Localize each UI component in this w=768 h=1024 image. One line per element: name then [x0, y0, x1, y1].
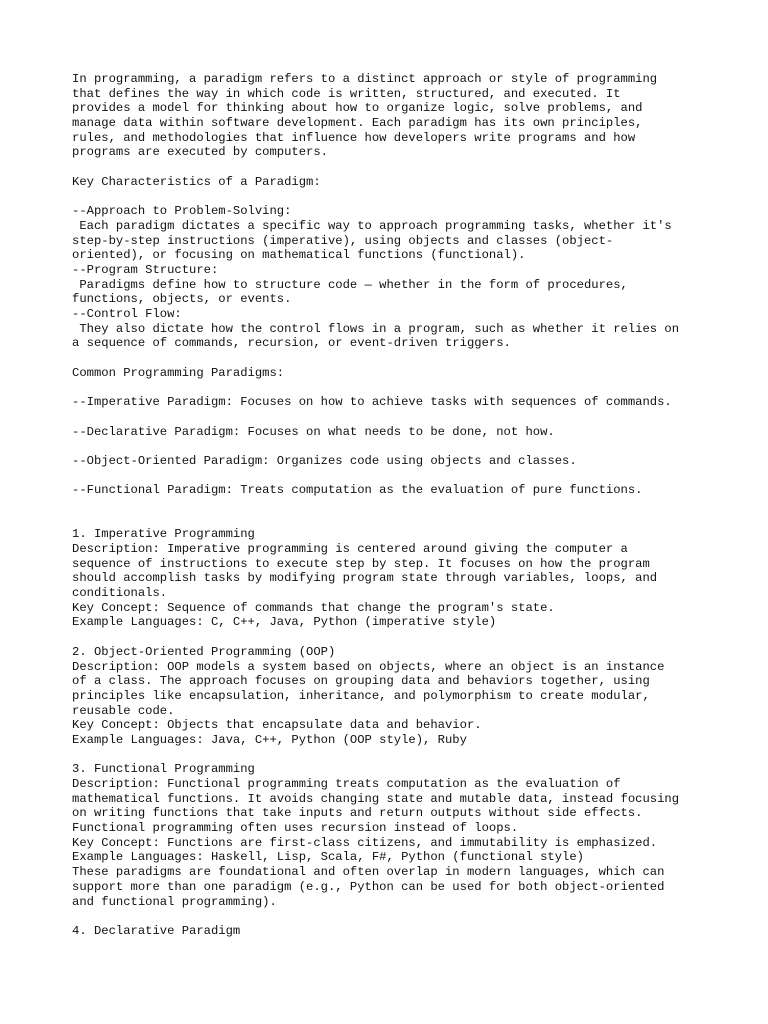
blank-line — [72, 498, 712, 513]
blank-line — [72, 909, 712, 924]
text-line: In programming, a paradigm refers to a distinct approach or style of programming — [72, 72, 658, 86]
blank-line — [72, 160, 712, 175]
document-page — [72, 72, 712, 939]
text-line: Each paradigm dictates a specific way to approach programming tasks, whether it's — [72, 218, 672, 233]
text-line: 4. Declarative Paradigm — [72, 923, 241, 938]
text-line: provides a model for thinking about how to organize logic, solve problems, and — [72, 101, 643, 116]
text-line: Description: OOP models a system based on objects, where an object is an instance — [72, 659, 665, 674]
text-line: --Object-Oriented Paradigm: Organizes code using objects and classes. — [72, 453, 577, 468]
blank-line — [72, 748, 712, 763]
blank-line — [72, 469, 712, 484]
text-line: a sequence of commands, recursion, or event-driven triggers. — [72, 336, 511, 351]
text-line: of a class. The approach focuses on grouping data and behaviors together, using — [72, 674, 650, 689]
text-line: should accomplish tasks by modifying program state through variables, loops, and — [72, 571, 658, 586]
text-line: Example Languages: Java, C++, Python (OOP style), Ruby — [72, 732, 467, 747]
text-line: --Program Structure: — [72, 262, 219, 277]
text-line: Description: Imperative programming is centered around giving the computer a — [72, 542, 628, 556]
text-line: Key Concept: Functions are first-class citizens, and immutability is emphasized. — [72, 835, 658, 850]
text-line: --Declarative Paradigm: Focuses on what needs to be done, not how. — [72, 424, 555, 439]
text-line: reusable code. — [72, 703, 175, 718]
text-line: They also dictate how the control flows in a program, such as whether it relies on — [72, 321, 680, 336]
text-line: Key Concept: Sequence of commands that change the program's state. — [72, 600, 555, 615]
text-line: Key Concept: Objects that encapsulate data and behavior. — [72, 718, 482, 733]
blank-line — [72, 439, 712, 454]
text-line: --Functional Paradigm: Treats computation as the evaluation of pure functions. — [72, 483, 643, 498]
blank-line — [72, 410, 712, 425]
text-line: Example Languages: Haskell, Lisp, Scala, F#, Python (functional style) — [72, 850, 584, 865]
text-line: --Approach to Problem-Solving: — [72, 204, 292, 219]
text-line: Functional programming often uses recursion instead of loops. — [72, 821, 519, 836]
text-line: 3. Functional Programming — [72, 762, 255, 777]
text-line: Description: Functional programming treats computation as the evaluation of — [72, 777, 621, 791]
text-line: oriented), or focusing on mathematical functions (functional). — [72, 248, 526, 263]
text-line: sequence of instructions to execute step by step. It focuses on how the program — [72, 556, 650, 571]
blank-line — [72, 380, 712, 395]
text-line: conditionals. — [72, 586, 168, 601]
text-line: These paradigms are foundational and often overlap in modern languages, which can — [72, 865, 665, 880]
text-line: principles like encapsulation, inheritance, and polymorphism to create modular, — [72, 688, 650, 703]
text-line: mathematical functions. It avoids changing state and mutable data, instead focusing — [72, 791, 680, 806]
text-line: Example Languages: C, C++, Java, Python (imperative style) — [72, 615, 497, 630]
text-line: 2. Object-Oriented Programming (OOP) — [72, 644, 336, 659]
text-line: step-by-step instructions (imperative), using objects and classes (object- — [72, 233, 614, 248]
blank-line — [72, 630, 712, 645]
text-line: manage data within software development. Each paradigm has its own principles, — [72, 116, 643, 131]
text-line: programs are executed by computers. — [72, 145, 328, 160]
text-line: on writing functions that take inputs and return outputs without side effects. — [72, 806, 643, 821]
text-line: that defines the way in which code is written, structured, and executed. It — [72, 86, 621, 101]
text-line: Common Programming Paradigms: — [72, 365, 285, 380]
text-line: and functional programming). — [72, 894, 277, 909]
text-line: rules, and methodologies that influence how developers write programs and how — [72, 130, 636, 145]
text-line: functions, objects, or events. — [72, 292, 292, 307]
text-line: --Imperative Paradigm: Focuses on how to achieve tasks with sequences of commands. — [72, 395, 672, 410]
blank-line — [72, 190, 712, 205]
text-line: support more than one paradigm (e.g., Python can be used for both object-oriented — [72, 879, 665, 894]
blank-line — [72, 513, 712, 528]
text-line: --Control Flow: — [72, 307, 182, 321]
text-line: 1. Imperative Programming — [72, 527, 255, 542]
blank-line — [72, 351, 712, 366]
text-line: Key Characteristics of a Paradigm: — [72, 174, 321, 189]
text-line: Paradigms define how to structure code — whether in the form of procedures, — [72, 277, 628, 292]
